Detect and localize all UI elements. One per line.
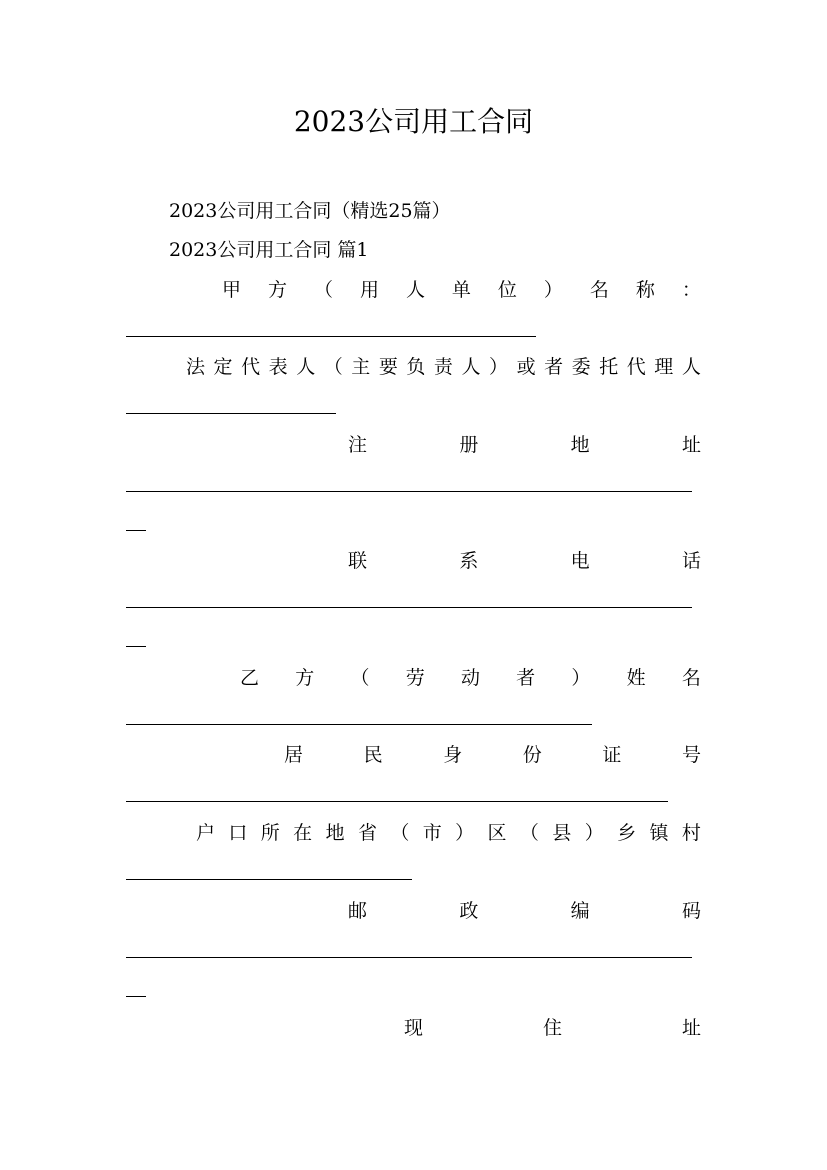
label-char: 区	[487, 822, 507, 844]
label-char: 要	[378, 356, 398, 378]
label-char: 动	[460, 667, 480, 689]
label-char: 乙	[240, 667, 260, 689]
label-char: 人	[681, 356, 701, 378]
label-char: 身	[443, 744, 463, 766]
field-phone-underline-cont	[126, 646, 146, 647]
label-char: 政	[459, 900, 479, 922]
label-char: 理	[654, 356, 674, 378]
label-char: 人	[405, 279, 425, 301]
label-char: 镇	[649, 822, 669, 844]
label-char: 号	[681, 744, 701, 766]
label-char: 所	[260, 822, 280, 844]
label-char: 编	[570, 900, 590, 922]
label-char: ）	[584, 822, 604, 844]
label-char: ）	[571, 667, 591, 689]
label-char: 址	[681, 434, 701, 456]
label-char: ：	[681, 279, 701, 301]
field-phone-underline	[126, 607, 692, 608]
field-phone-label	[348, 549, 701, 573]
label-char: 住	[542, 1017, 562, 1039]
document-subtitle: 2023公司用工合同（精选25篇）	[169, 200, 451, 222]
field-postcode-underline-cont	[126, 996, 146, 997]
section-heading: 2023公司用工合同 篇1	[169, 239, 369, 261]
label-char: 地	[325, 822, 345, 844]
label-char: 用	[359, 279, 379, 301]
label-char: 表	[268, 356, 288, 378]
field-household-underline	[126, 879, 412, 880]
field-id-number-underline	[126, 801, 668, 802]
label-char: 乡	[617, 822, 637, 844]
label-char: 法	[186, 356, 206, 378]
label-char: 系	[459, 550, 479, 572]
field-party-a-underline	[126, 336, 536, 337]
label-char: 者	[516, 667, 536, 689]
label-char: 份	[522, 744, 542, 766]
label-char: （	[313, 279, 333, 301]
label-char: 注	[348, 434, 368, 456]
label-char: 姓	[626, 667, 646, 689]
label-char: ）	[455, 822, 475, 844]
label-char: （	[323, 356, 343, 378]
label-char: 地	[570, 434, 590, 456]
field-legal-rep-label	[186, 355, 701, 379]
document-title: 2023公司用工合同	[293, 105, 534, 138]
label-char: 县	[552, 822, 572, 844]
label-char: 或	[516, 356, 536, 378]
field-reg-address-underline	[126, 491, 692, 492]
label-char: 现	[404, 1017, 424, 1039]
field-reg-address-label	[348, 433, 701, 457]
field-legal-rep-underline	[126, 413, 336, 414]
field-id-number-label	[284, 743, 701, 767]
label-char: （	[519, 822, 539, 844]
field-party-b-underline	[126, 724, 592, 725]
label-char: 民	[363, 744, 383, 766]
field-household-label	[196, 821, 701, 845]
label-char: 委	[571, 356, 591, 378]
label-char: 称	[635, 279, 655, 301]
field-postcode-underline	[126, 957, 692, 958]
label-char: 人	[296, 356, 316, 378]
label-char: ）	[543, 279, 563, 301]
field-party-a-label	[222, 278, 701, 302]
label-char: 劳	[405, 667, 425, 689]
label-char: 户	[196, 822, 216, 844]
label-char: 位	[497, 279, 517, 301]
label-char: 口	[228, 822, 248, 844]
field-party-b-label	[240, 666, 701, 690]
label-char: 负	[406, 356, 426, 378]
label-char: 省	[357, 822, 377, 844]
label-char: ）	[489, 356, 509, 378]
field-postcode-label	[348, 899, 701, 923]
label-char: 联	[348, 550, 368, 572]
label-char: 址	[681, 1017, 701, 1039]
label-char: 责	[433, 356, 453, 378]
label-char: 证	[602, 744, 622, 766]
label-char: 方	[295, 667, 315, 689]
label-char: 册	[459, 434, 479, 456]
label-char: 代	[626, 356, 646, 378]
label-char: 主	[351, 356, 371, 378]
label-char: （	[390, 822, 410, 844]
label-char: 居	[284, 744, 304, 766]
label-char: 在	[293, 822, 313, 844]
label-char: 代	[241, 356, 261, 378]
label-char: 单	[451, 279, 471, 301]
label-char: 市	[422, 822, 442, 844]
label-char: 方	[267, 279, 287, 301]
field-current-address-label	[404, 1016, 701, 1040]
label-char: 人	[461, 356, 481, 378]
label-char: 码	[681, 900, 701, 922]
label-char: 者	[544, 356, 564, 378]
label-char: 话	[681, 550, 701, 572]
label-char: 名	[681, 667, 701, 689]
label-char: 甲	[222, 279, 242, 301]
field-reg-address-underline-cont	[126, 530, 146, 531]
label-char: 定	[213, 356, 233, 378]
label-char: 托	[599, 356, 619, 378]
label-char: 村	[681, 822, 701, 844]
label-char: 电	[570, 550, 590, 572]
label-char: 邮	[348, 900, 368, 922]
label-char: （	[350, 667, 370, 689]
label-char: 名	[589, 279, 609, 301]
